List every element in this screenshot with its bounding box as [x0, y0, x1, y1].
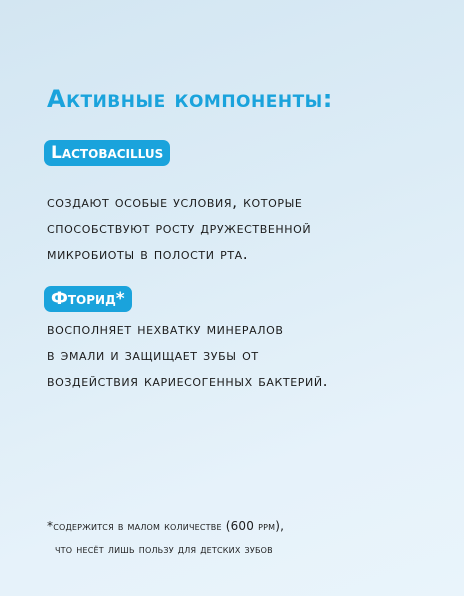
- footnote-line: *содержится в малом количестве (600 ppm),: [47, 519, 285, 533]
- badge-lactobacillus: Lactobacillus: [44, 140, 170, 166]
- description-line: воздействия кариесогенных бактерий.: [47, 372, 329, 390]
- footnote: [47, 515, 284, 561]
- description-line: создают особые условия, которые: [47, 193, 303, 211]
- page-title: Активные компоненты:: [47, 85, 333, 113]
- lactobacillus-description: [47, 189, 311, 267]
- description-line: микробиоты в полости рта.: [47, 245, 249, 263]
- footnote-line: что несёт лишь пользу для детских зубов: [55, 542, 273, 556]
- description-line: восполняет нехватку минералов: [47, 320, 284, 338]
- fluoride-description: [47, 316, 328, 394]
- description-line: в эмали и защищает зубы от: [47, 346, 259, 364]
- description-line: способствуют росту дружественной: [47, 219, 312, 237]
- badge-fluoride: Фторид*: [44, 286, 132, 312]
